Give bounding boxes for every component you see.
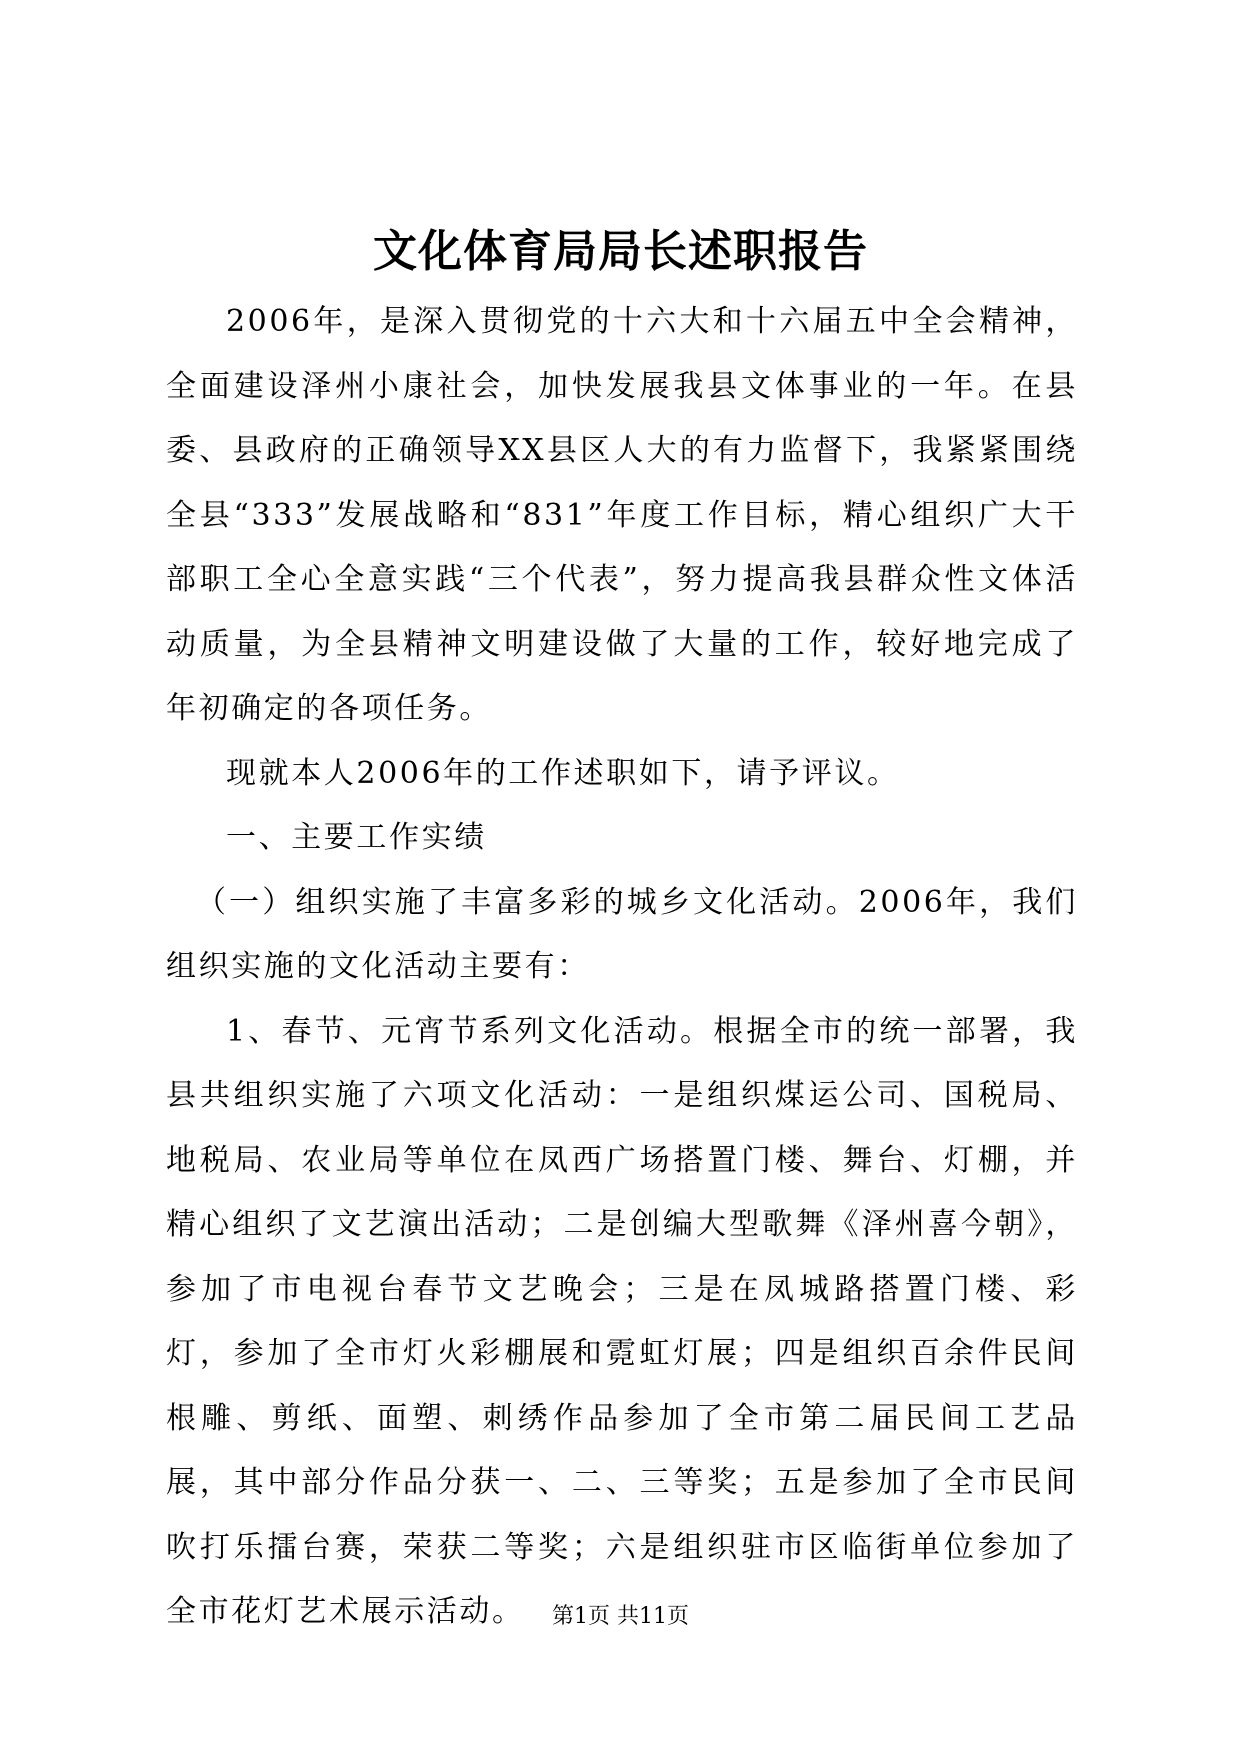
paragraph-statement: 现就本人2006年的工作述职如下，请予评议。 [226,755,900,791]
document-body [166,290,1078,1645]
paragraph-activities: 1、春节、元宵节系列文化活动。根据全市的统一部署，我县共组织实施了六项文化活动：一是组织煤运公司、国税局、地税局、农业局等单位在凤西广场搭置门楼、舞台、灯棚，并精心组织了文艺演出活动；二是创编大型歌舞《泽州喜今朝》，参加了市电视台春节文艺晚会；三是在凤城路搭置门楼、彩灯，参加了全市灯火彩棚展和霓虹灯展；四是组织百余件民间根雕、剪纸、面塑、刺绣作品参加了全市第二届民间工艺品展，其中部分作品分获一、二、三等奖；五是参加了全市民间吹打乐擂台赛，荣获二等奖；六是组织驻市区临街单位参加了全市花灯艺术展示活动。 [166,1013,1078,1629]
section-heading: 一、主要工作实绩 [226,820,487,855]
subsection-heading: （一）组织实施了丰富多彩的城乡文化活动。2006年，我们组织实施的文化活动主要有： [166,884,1078,984]
paragraph-intro: 2006年，是深入贯彻党的十六大和十六届五中全会精神，全面建设泽州小康社会，加快发展我县文体事业的一年。在县委、县政府的正确领导XX县区人大的有力监督下，我紧紧围绕全县“333”发展战略和“831”年度工作目标，精心组织广大干部职工全心全意实践“三个代表”，努力提高我县群众性文体活动质量，为全县精神文明建设做了大量的工作，较好地完成了年初确定的各项任务。 [166,304,1078,726]
page-indicator: 第1页 共11页 [552,1604,689,1629]
document-title: 文化体育局局长述职报告 [373,226,868,277]
